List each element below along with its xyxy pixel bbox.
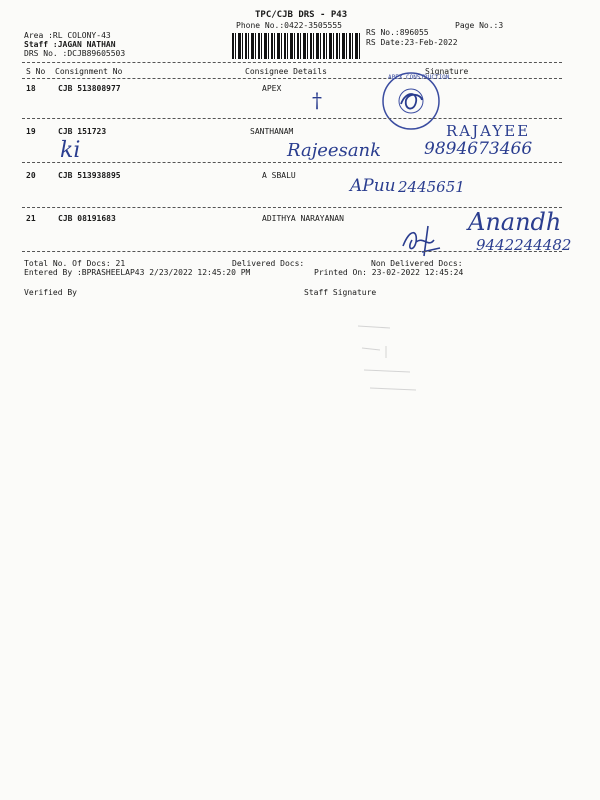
delivered-docs: Delivered Docs: [232,259,305,268]
column-signature: Signature [425,67,469,76]
row-sno: 21 [26,214,36,223]
row-consignment: CJB 151723 [58,127,107,136]
divider [22,162,562,163]
row-sno: 18 [26,84,36,93]
divider [22,251,562,252]
handwritten-initials: ki [60,138,81,163]
row-consignment: CJB 513938895 [58,171,121,180]
barcode [232,33,360,59]
row-sno: 20 [26,171,36,180]
non-delivered-docs: Non Delivered Docs: [371,259,463,268]
area-label: Area :RL COLONY-43 [24,31,111,40]
row-consignment: CJB 08191683 [58,214,116,223]
document-title: TPC/CJB DRS - P43 [255,10,348,20]
printed-on: Printed On: 23-02-2022 12:45:24 [314,268,464,277]
column-consignment: Consignment No [55,67,123,76]
entered-by: Entered By :BPRASHEELAP43 2/23/2022 12:45:20 PM [24,268,251,277]
divider [22,118,562,119]
handwritten-number: 2445651 [398,178,465,196]
handwritten-mark: † [312,88,322,112]
drs-number: DRS No. :DCJB89605503 [24,49,126,58]
handwritten-signature: Rajeesank [287,140,382,161]
column-sno: S No [26,67,46,76]
row-consignment: CJB 513808977 [58,84,121,93]
divider [22,78,562,79]
handwritten-name: RAJAYEE [446,122,531,140]
row-sno: 19 [26,127,36,136]
bleed-through-marks [350,318,430,398]
rs-number: RS No.:896055 [366,28,429,37]
page-number: Page No.:3 [455,21,504,30]
verified-by: Verified By [24,288,77,297]
handwritten-signature: APuu [350,176,396,196]
staff-label: Staff :JAGAN NATHAN [24,40,116,49]
handwritten-phone: 9442244482 [476,236,572,254]
total-docs: Total No. Of Docs: 21 [24,259,126,268]
row-consignee: APEX [262,84,282,93]
staff-signature: Staff Signature [304,288,377,297]
phone-number: Phone No.:0422-3505555 [236,21,342,30]
handwritten-phone: 9894673466 [424,139,533,159]
signature-scribble [398,218,448,258]
column-consignee: Consignee Details [245,67,327,76]
row-consignee: A SBALU [262,171,296,180]
row-consignee: SANTHANAM [250,127,294,136]
handwritten-signature: Anandh [468,208,562,236]
stamp-text: APEX CONSTRUCTION [388,74,450,81]
rs-date: RS Date:23-Feb-2022 [366,38,458,47]
row-consignee: ADITHYA NARAYANAN [262,214,344,223]
divider [22,62,562,63]
